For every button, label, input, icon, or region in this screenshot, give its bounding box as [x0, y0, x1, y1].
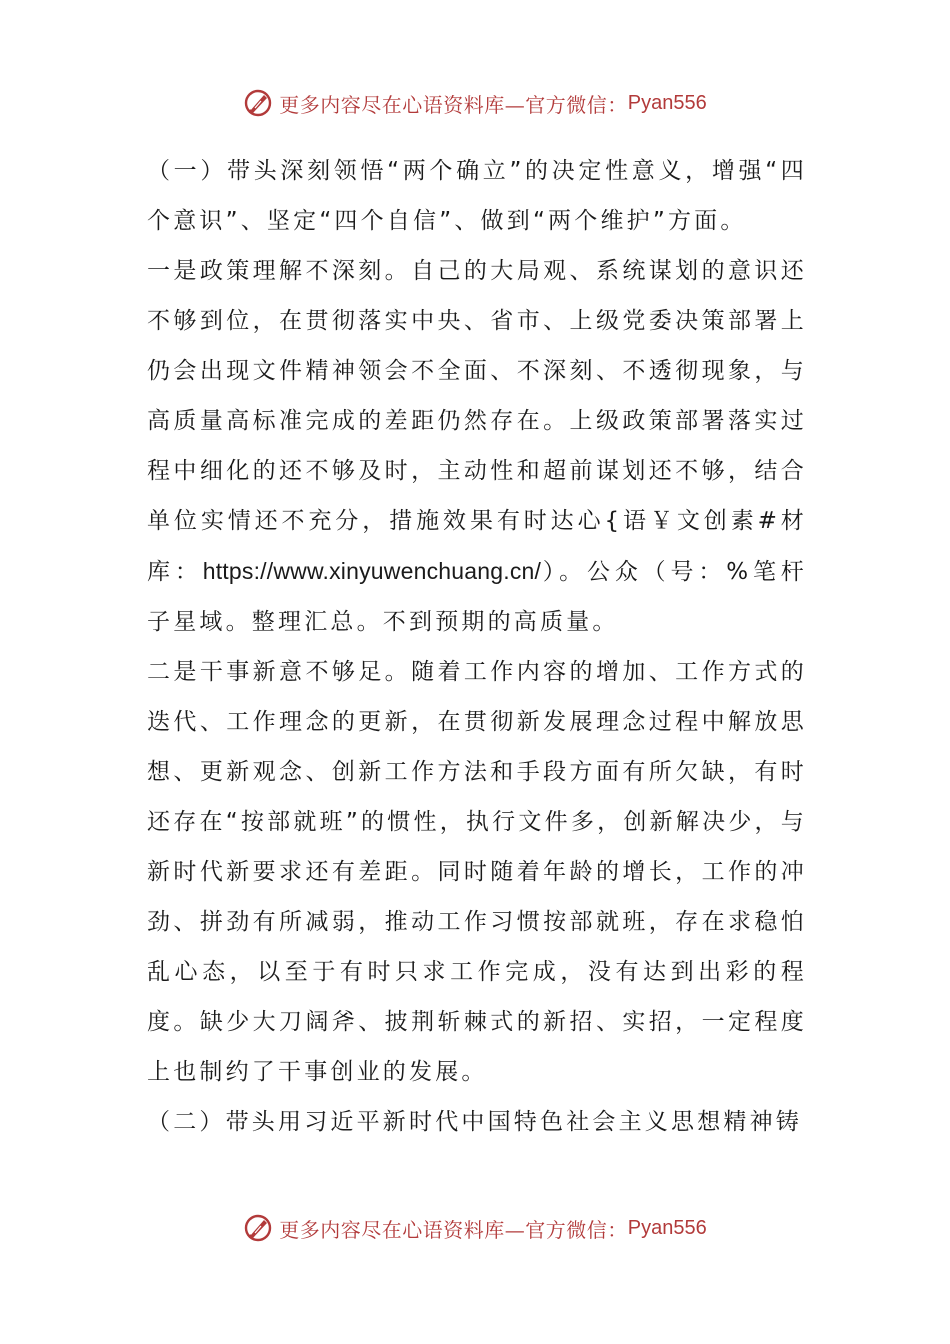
section-heading-2: （二）带头用习近平新时代中国特色社会主义思想精神铸	[147, 1109, 802, 1135]
quill-pen-logo-icon	[243, 88, 273, 118]
watermark-wechat-id: Pyan556	[627, 91, 707, 114]
watermark-text: 更多内容尽在心语资料库—官方微信：	[279, 92, 628, 117]
footer-watermark	[0, 1211, 950, 1245]
document-body	[147, 146, 807, 1147]
quill-pen-logo-icon	[243, 1213, 273, 1243]
paragraph-text: 一是政策理解不深刻。自己的大局观、系统谋划的意识还不够到位，在贯彻落实中央、省市、上级党委决策部署上仍会出现文件精神领会不全面、不深刻、不透彻现象，与高质量高标准完成的差距仍然存在。上级政策部署落实过程中细化的还不够及时，主动性和超前谋划还不够，结合单位实情还不充分，措施效果有时达心{语￥文创素#材库：	[147, 258, 807, 585]
paragraph-innovation: 二是干事新意不够足。随着工作内容的增加、工作方式的迭代、工作理念的更新，在贯彻新发展理念过程中解放思想、更新观念、创新工作方法和手段方面有所欠缺，有时还存在“按部就班”的惯性，执行文件多，创新解决少，与新时代新要求还有差距。同时随着年龄的增长，工作的冲劲、拼劲有所减弱，推动工作习惯按部就班，存在求稳怕乱心态，以至于有时只求工作完成，没有达到出彩的程度。缺少大刀阔斧、披荆斩棘式的新招、实招，一定程度上也制约了干事创业的发展。	[147, 659, 807, 1085]
paragraph-tail: ）。公众（号：%笔杆子星域。整理汇总。不到预期的高质量。	[147, 559, 808, 635]
paragraph-policy-understanding	[147, 246, 807, 647]
watermark-wechat-id: Pyan556	[627, 1216, 707, 1239]
watermark-text: 更多内容尽在心语资料库—官方微信：	[279, 1217, 628, 1242]
inline-url: https://www.xinyuwenchuang.cn/	[202, 558, 542, 584]
section-heading-1: （一）带头深刻领悟“两个确立”的决定性意义，增强“四个意识”、坚定“四个自信”、做到“两个维护”方面。	[147, 158, 807, 234]
header-watermark	[0, 86, 950, 120]
